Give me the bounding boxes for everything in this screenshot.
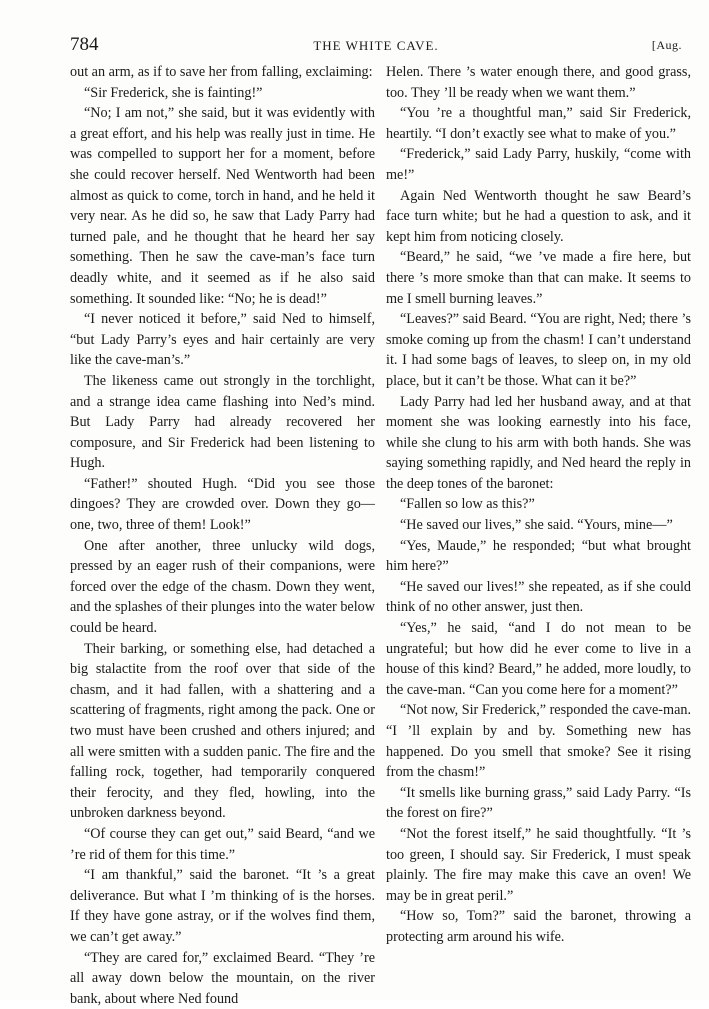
paragraph: Their barking, or something else, had detached a big stalactite from the roof over that side of the chasm, and it had fallen, with a shattering and a scattering of fragments, right among the pack. One or two must have been crushed and others injured; and all were smitten with a sudden panic. The fire and the falling rock, together, had temporarily conquered their ferocity, and they fled, howling, into the unbroken darkness beyond. — [70, 640, 375, 822]
paragraph: “He saved our lives!” she repeated, as if she could think of no other answer, just then. — [386, 578, 691, 616]
paragraph: “Not now, Sir Frederick,” responded the cave-man. “I ’ll explain by and by. Something new has happened. Do you smell that smoke? See it rising from the chasm!” — [386, 702, 692, 781]
paragraph: “How so, Tom?” said the baronet, throwing a protecting arm around his wife. — [386, 908, 691, 945]
paragraph: “You ’re a thoughtful man,” said Sir Frederick, heartily. “I don’t exactly see what to make of you.” — [386, 105, 691, 142]
paragraph: Helen. There ’s water enough there, and good grass, too. They ’ll be ready when we want them.” — [386, 64, 691, 101]
paragraph: “Fallen so low as this?” — [400, 496, 535, 513]
paragraph: “Sir Frederick, she is fainting!” — [84, 84, 263, 101]
paragraph: “I am thankful,” said the baronet. “It ’s a great deliverance. But what I ’m thinking of is the horses. If they have gone astray, or if the wolves find them, we can’t get away.” — [70, 867, 375, 945]
paragraph: “Not the forest itself,” he said thoughtfully. “It ’s too green, I should say. Sir Frederick, I must speak plainly. The fire may make this cave an oven! We may be in great peril.” — [386, 825, 691, 904]
paragraph: out an arm, as if to save her from falling, exclaiming: — [70, 64, 373, 80]
paragraph: Again Ned Wentworth thought he saw Beard’s face turn white; but he had a question to ask, and it kept him from noticing closely. — [386, 187, 691, 245]
paragraph: “It smells like burning grass,” said Lady Parry. “Is the forest on fire?” — [386, 784, 691, 822]
running-title: THE WHITE CAVE. — [313, 38, 439, 53]
paragraph: “Yes, Maude,” he responded; “but what brought him here?” — [386, 537, 691, 575]
paragraph: “Yes,” he said, “and I do not mean to be ungrateful; but how did he ever come to live in a house of this kind? Beard,” he added, more loudly, to the cave-man. “Can you come here for a moment?” — [386, 620, 691, 698]
paragraph: Lady Parry had led her husband away, and at that moment she was looking earnestly into his face, while she clung to his arm with both hands. She was saying something rapidly, and Ned heard the reply in the deep tones of the baronet: — [386, 393, 691, 492]
paragraph: “They are cared for,” exclaimed Beard. “They ’re all away down below the mountain, on the river bank, about where Ned found — [70, 949, 375, 1007]
right-column — [386, 62, 691, 948]
paragraph: “He saved our lives,” she said. “Yours, mine—” — [400, 517, 673, 534]
paragraph: “Leaves?” said Beard. “You are right, Ned; there ’s smoke coming up from the chasm! I can’t understand it. I had some bags of leaves, to sleep on, in my old place, but it can’t be those. What can it be?” — [386, 311, 691, 389]
paragraph: “No; I am not,” she said, but it was evidently with a great effort, and his help was really just in time. He was compelled to support her for a moment, before she could recover herself. Ned Wentworth had been almost as quick to come, torch in hand, and he held it very near. As he did so, he saw that Lady Parry had turned pale, and he thought that he heard her say something. Then he saw the cave-man’s face turn deadly white, and it seemed as if he also said something. It sounded like: “No; he is dead!” — [70, 105, 375, 307]
paragraph: “Of course they can get out,” said Beard, “and we ’re rid of them for this time.” — [70, 825, 375, 863]
paragraph: One after another, three unlucky wild dogs, pressed by an eager rush of their companions, were forced over the edge of the chasm. Down they went, and the splashes of their plunges into the water below could be heard. — [70, 537, 375, 637]
left-column — [70, 62, 375, 1009]
page-header — [70, 34, 682, 58]
paragraph: “Father!” shouted Hugh. “Did you see those dingoes? They are crowded over. Down they go—one, two, three of them! Look!” — [70, 475, 375, 534]
page-number: 784 — [70, 34, 99, 55]
issue-mark: [Aug. — [651, 38, 682, 52]
paragraph: “I never noticed it before,” said Ned to himself, “but Lady Parry’s eyes and hair certainly are very like the cave-man’s.” — [70, 311, 375, 369]
paragraph: “Beard,” he said, “we ’ve made a fire here, but there ’s more smoke than that can make. It seems to me I smell burning leaves.” — [386, 249, 691, 307]
paragraph: “Frederick,” said Lady Parry, huskily, “come with me!” — [386, 146, 691, 183]
paragraph: The likeness came out strongly in the torchlight, and a strange idea came flashing into Ned’s mind. But Lady Parry had already recovered her composure, and Sir Frederick had been listening to Hugh. — [70, 372, 375, 472]
